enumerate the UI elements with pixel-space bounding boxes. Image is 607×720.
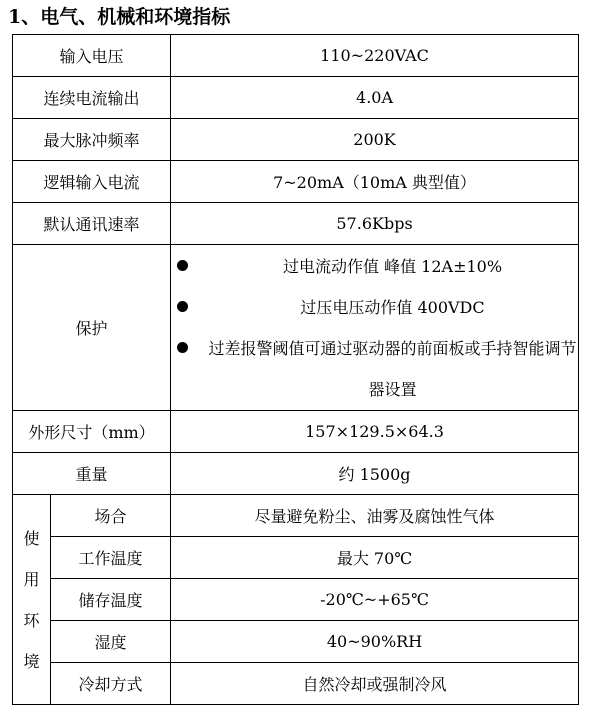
row-value: 7~20mA（10mA 典型值） xyxy=(171,161,579,203)
row-value: 57.6Kbps xyxy=(171,203,579,245)
table-row xyxy=(13,621,579,663)
environment-char: 使 xyxy=(23,528,40,548)
protection-label: 保护 xyxy=(13,245,171,411)
protection-item-text: 过差报警阈值可通过驱动器的前面板或手持智能调节器设置 xyxy=(208,338,577,399)
bullet-icon xyxy=(177,301,188,312)
env-row-label: 冷却方式 xyxy=(51,663,171,705)
environment-char: 环 xyxy=(23,610,40,630)
table-row xyxy=(13,203,579,245)
row-value: 约 1500g xyxy=(171,453,579,495)
row-label: 输入电压 xyxy=(13,35,171,77)
environment-char: 用 xyxy=(23,569,40,589)
env-row-label: 湿度 xyxy=(51,621,171,663)
table-row xyxy=(13,77,579,119)
env-row-label: 储存温度 xyxy=(51,579,171,621)
row-label: 最大脉冲频率 xyxy=(13,119,171,161)
row-value: 4.0A xyxy=(171,77,579,119)
row-label: 默认通讯速率 xyxy=(13,203,171,245)
bullet-icon xyxy=(177,342,188,353)
protection-item-text: 过电流动作值 峰值 12A±10% xyxy=(282,256,503,276)
list-item xyxy=(177,328,578,410)
row-value: 110~220VAC xyxy=(171,35,579,77)
row-value: 200K xyxy=(171,119,579,161)
env-row-label: 场合 xyxy=(51,495,171,537)
env-row-value: 自然冷却或强制冷风 xyxy=(171,663,579,705)
table-row xyxy=(13,35,579,77)
table-row xyxy=(13,453,579,495)
protection-item-text: 过压电压动作值 400VDC xyxy=(300,297,485,317)
env-row-value: -20℃~+65℃ xyxy=(171,579,579,621)
table-row xyxy=(13,119,579,161)
environment-group-label xyxy=(13,495,51,705)
env-row-value: 40~90%RH xyxy=(171,621,579,663)
list-item xyxy=(177,287,578,328)
environment-char: 境 xyxy=(23,651,40,671)
env-row-value: 尽量避免粉尘、油雾及腐蚀性气体 xyxy=(171,495,579,537)
table-row xyxy=(13,161,579,203)
table-row xyxy=(13,495,579,537)
row-label: 重量 xyxy=(13,453,171,495)
spec-table xyxy=(12,34,579,705)
protection-list xyxy=(171,245,579,411)
list-item xyxy=(177,246,578,287)
row-value: 157×129.5×64.3 xyxy=(171,411,579,453)
env-row-label: 工作温度 xyxy=(51,537,171,579)
bullet-icon xyxy=(177,260,188,271)
table-row xyxy=(13,579,579,621)
table-row xyxy=(13,411,579,453)
row-label: 外形尺寸（mm） xyxy=(13,411,171,453)
row-label: 逻辑输入电流 xyxy=(13,161,171,203)
env-row-value: 最大 70℃ xyxy=(171,537,579,579)
section-title: 1、电气、机械和环境指标 xyxy=(8,6,231,28)
table-row xyxy=(13,537,579,579)
table-row xyxy=(13,663,579,705)
protection-row xyxy=(13,245,579,411)
row-label: 连续电流输出 xyxy=(13,77,171,119)
